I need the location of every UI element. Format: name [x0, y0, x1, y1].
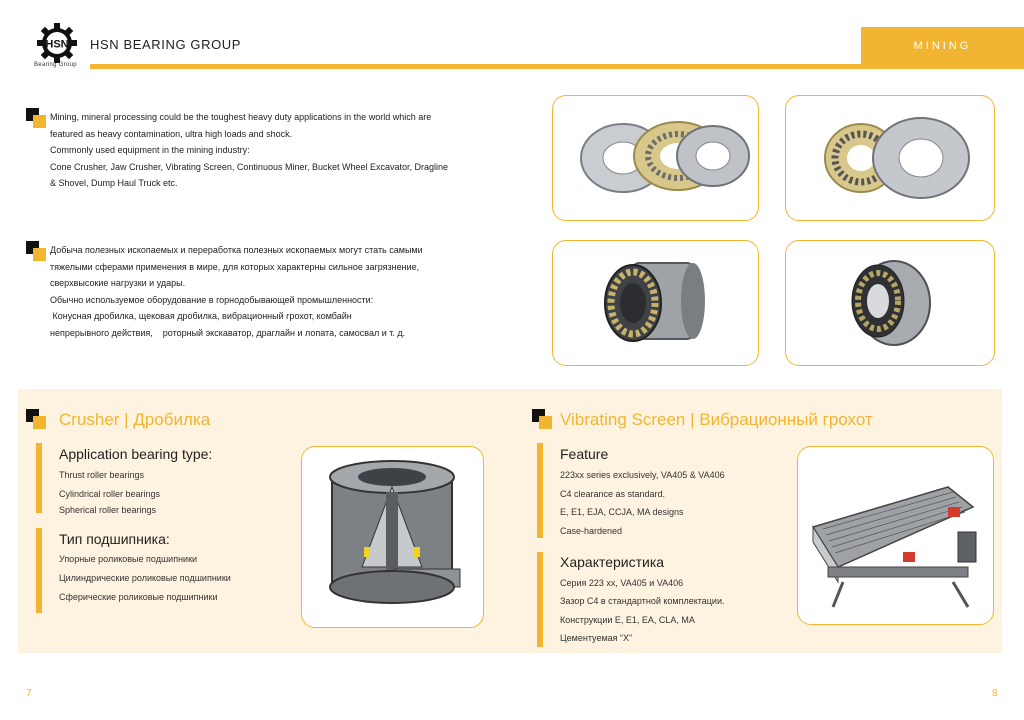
- product-image-frame: [785, 95, 995, 221]
- intro-line: featured as heavy contamination, ultra high loads and shock.: [50, 128, 293, 139]
- feature-item: E, E1, EJA, CCJA, MA designs: [560, 507, 684, 517]
- section-tab-label: MINING: [913, 40, 972, 52]
- vibrating-screen-title: Vibrating Screen | Вибрационный грохот: [560, 410, 873, 429]
- accent-bar: [537, 552, 543, 647]
- bearing-type-item: Spherical roller bearings: [59, 505, 157, 515]
- product-image-frame: [552, 240, 759, 366]
- feature-item: Case-hardened: [560, 526, 623, 536]
- intro-line: непрерывного действия, роторный экскаватор, драглайн и лопата, самосвал и т. д.: [50, 327, 406, 338]
- product-image-frame: [552, 95, 759, 221]
- feature-heading-ru: Характеристика: [560, 554, 665, 570]
- bullet-icon: [26, 409, 46, 429]
- thrust-roller-bearing-icon: [553, 96, 758, 220]
- page-number-left: 7: [26, 688, 32, 699]
- intro-line: Добыча полезных ископаемых и переработка полезных ископаемых могут стать самыми: [50, 245, 423, 255]
- intro-russian: [50, 242, 520, 341]
- cylindrical-roller-bearing-icon: [553, 241, 758, 365]
- accent-bar: [36, 528, 42, 613]
- feature-item: 223xx series exclusively, VA405 & VA406: [560, 470, 725, 480]
- thrust-roller-bearing-icon: [786, 96, 994, 220]
- bearing-type-heading-ru: Тип подшипника:: [59, 531, 170, 547]
- intro-line: Обычно используемое оборудование в горнодобывающей промышленности:: [50, 294, 374, 305]
- intro-line: Конусная дробилка, щековая дробилка, вибрационный грохот, комбайн: [50, 311, 352, 321]
- intro-english: [50, 109, 520, 192]
- crusher-image-frame: [301, 446, 484, 628]
- bullet-icon: [532, 409, 552, 429]
- intro-line: Commonly used equipment in the mining industry:: [50, 145, 250, 155]
- accent-bar: [537, 443, 543, 538]
- svg-text:HSN: HSN: [45, 38, 69, 51]
- application-heading: Application bearing type:: [59, 446, 213, 462]
- intro-line: Cone Crusher, Jaw Crusher, Vibrating Screen, Continuous Miner, Bucket Wheel Excavator, Dragline: [50, 161, 449, 172]
- product-image-frame: [785, 240, 995, 366]
- bearing-type-item: Thrust roller bearings: [59, 470, 145, 480]
- feature-item: C4 clearance as standard.: [560, 489, 666, 499]
- vibrating-screen-icon: [798, 447, 993, 624]
- feature-item-ru: Конструкции E, E1, EA, CLA, MA: [560, 615, 695, 625]
- feature-item-ru: Серия 223 хх, VA405 и VA406: [560, 578, 684, 588]
- intro-line: Mining, mineral processing could be the toughest heavy duty applications in the world which are: [50, 112, 432, 122]
- page-number-right: 8: [992, 688, 998, 699]
- feature-heading: Feature: [560, 446, 609, 462]
- accent-bar: [36, 443, 42, 513]
- bullet-icon: [26, 108, 46, 128]
- vibrating-screen-image-frame: [797, 446, 994, 625]
- feature-item-ru: Цементуемая “X”: [560, 633, 633, 643]
- intro-line: & Shovel, Dump Haul Truck etc.: [50, 178, 178, 188]
- bearing-type-item-ru: Цилиндрические роликовые подшипники: [59, 573, 231, 583]
- crusher-title: Crusher | Дробилка: [59, 410, 211, 429]
- logo-subtext: Bearing Group: [34, 62, 77, 68]
- bearing-type-item-ru: Сферические роликовые подшипники: [59, 592, 218, 602]
- bearing-type-item-ru: Упорные роликовые подшипники: [59, 554, 198, 564]
- intro-line: сверхвысокие нагрузки и удары.: [50, 278, 186, 288]
- intro-line: тяжелыми сферами применения в мире, для которых характерны сильное загрязнение,: [50, 261, 420, 272]
- bullet-icon: [26, 241, 46, 261]
- spherical-roller-bearing-icon: [786, 241, 994, 365]
- brand-name: HSN BEARING GROUP: [90, 37, 242, 52]
- cone-crusher-icon: [302, 447, 483, 627]
- feature-item-ru: Зазор C4 в стандартной комплектации.: [560, 596, 725, 606]
- bearing-type-item: Cylindrical roller bearings: [59, 489, 161, 499]
